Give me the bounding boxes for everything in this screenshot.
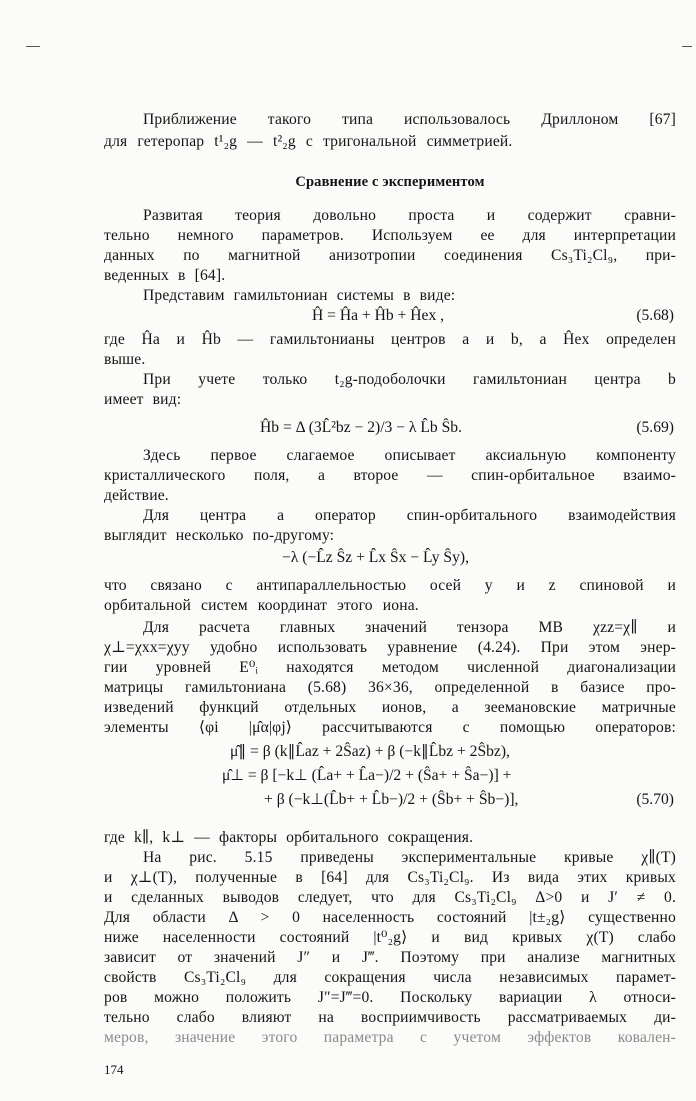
text-line: зависит от значений J″ и J‴. Поэтому при анализе магнитных bbox=[104, 949, 676, 966]
text-line: имеет вид: bbox=[104, 391, 182, 408]
equation: μ̂⊥ = β [−k⊥ (L̂a+ + L̂a−)/2 + (Ŝa+ + Ŝa−)] + bbox=[222, 767, 512, 784]
equation-number: (5.69) bbox=[636, 419, 674, 436]
text-line: Приближение такого типа использовалось Дриллоном [67] bbox=[143, 111, 676, 128]
text-line: матрицы гамильтониана (5.68) 36×36, определенной в базисе про- bbox=[104, 679, 676, 696]
text-line: изведений функций отдельных ионов, а зеемановские матричные bbox=[104, 699, 676, 716]
text-line: Для области Δ > 0 населенность состояний |t±₂g⟩ существенно bbox=[104, 909, 676, 926]
text-line: меров, значение этого параметра с учетом эффектов ковален- bbox=[104, 1029, 676, 1046]
text-line: где k∥, k⊥ — факторы орбитального сокращения. bbox=[104, 829, 474, 846]
text-line: тельно слабо влияют на восприимчивость рассматриваемых ди- bbox=[104, 1009, 676, 1026]
text-line: гии уровней E⁰ᵢ находятся методом численной диагонализации bbox=[104, 659, 676, 676]
text-line: Для центра a оператор спин-орбитального взаимодействия bbox=[143, 507, 676, 524]
text-line: На рис. 5.15 приведены экспериментальные кривые χ∥(T) bbox=[143, 849, 676, 866]
text-line: свойств Cs₃Ti₂Cl₉ для сокращения числа независимых парамет- bbox=[104, 969, 676, 986]
text-line: Представим гамильтониан системы в виде: bbox=[143, 287, 456, 304]
section-heading: Сравнение с экспериментом bbox=[295, 174, 485, 190]
scan-mark-left bbox=[26, 46, 40, 47]
equation: + β (−k⊥(L̂b+ + L̂b−)/2 + (Ŝb+ + Ŝb−)], bbox=[264, 791, 519, 808]
equation: Ĥ = Ĥa + Ĥb + Ĥex , bbox=[312, 307, 445, 324]
scan-mark-right bbox=[682, 46, 692, 47]
text-line: тельно немного параметров. Используем ее для интерпретации bbox=[104, 227, 676, 244]
text-line: кристаллического поля, а второе — спин-орбитальное взаимо- bbox=[104, 467, 676, 484]
text-line: χ⊥=χxx=χyy удобно использовать уравнение (4.24). При этом энер- bbox=[104, 639, 676, 656]
text-line: что связано с антипараллельностью осей y и z спиновой и bbox=[104, 577, 676, 594]
text-line: и χ⊥(T), полученные в [64] для Cs₃Ti₂Cl₉. Из вида этих кривых bbox=[104, 869, 676, 886]
text-line: выглядит несколько по-другому: bbox=[104, 527, 335, 544]
text-line: действие. bbox=[104, 487, 169, 504]
text-line: Здесь первое слагаемое описывает аксиальную компоненту bbox=[143, 447, 676, 464]
text-line: для гетеропар t¹₂g — t²₂g с тригональной симметрией. bbox=[104, 133, 513, 150]
text-line: Для расчета главных значений тензора МВ χzz=χ∥ и bbox=[143, 619, 676, 636]
text-line: данных по магнитной анизотропии соединения Cs₃Ti₂Cl₉, при- bbox=[104, 247, 676, 264]
text-line: ниже населенности состояний |t⁰₂g⟩ и вид кривых χ(T) слабо bbox=[104, 929, 676, 946]
text-line: ров можно положить J″=J‴=0. Поскольку вариации λ относи- bbox=[104, 989, 676, 1006]
equation: μ̂∥ = β (k∥L̂az + 2Ŝaz) + β (−k∥L̂bz + 2Ŝbz), bbox=[230, 743, 510, 760]
text-line: где Ĥa и Ĥb — гамильтонианы центров a и b, а Ĥex определен bbox=[104, 331, 676, 348]
equation: −λ (−L̂z Ŝz + L̂x Ŝx − L̂y Ŝy), bbox=[282, 549, 469, 566]
equation-number: (5.68) bbox=[636, 307, 674, 324]
equation-number: (5.70) bbox=[636, 791, 674, 808]
text-line: Развитая теория довольно проста и содержит сравни- bbox=[143, 207, 676, 224]
text-line: орбитальной систем координат этого иона. bbox=[104, 597, 419, 614]
text-line: и сделанных выводов следует, что для Cs₃Ti₂Cl₉ Δ>0 и J′ ≠ 0. bbox=[104, 889, 676, 906]
text-line: элементы ⟨φi |μ̂α|φj⟩ рассчитываются с помощью операторов: bbox=[104, 719, 676, 736]
text-line: веденных в [64]. bbox=[104, 267, 226, 284]
text-line: При учете только t₂g-подоболочки гамильтониан центра b bbox=[143, 371, 676, 388]
equation: Ĥb = Δ (3L̂²bz − 2)/3 − λ L̂b Ŝb. bbox=[260, 419, 462, 436]
text-line: выше. bbox=[104, 351, 146, 368]
page-number: 174 bbox=[104, 1062, 124, 1077]
